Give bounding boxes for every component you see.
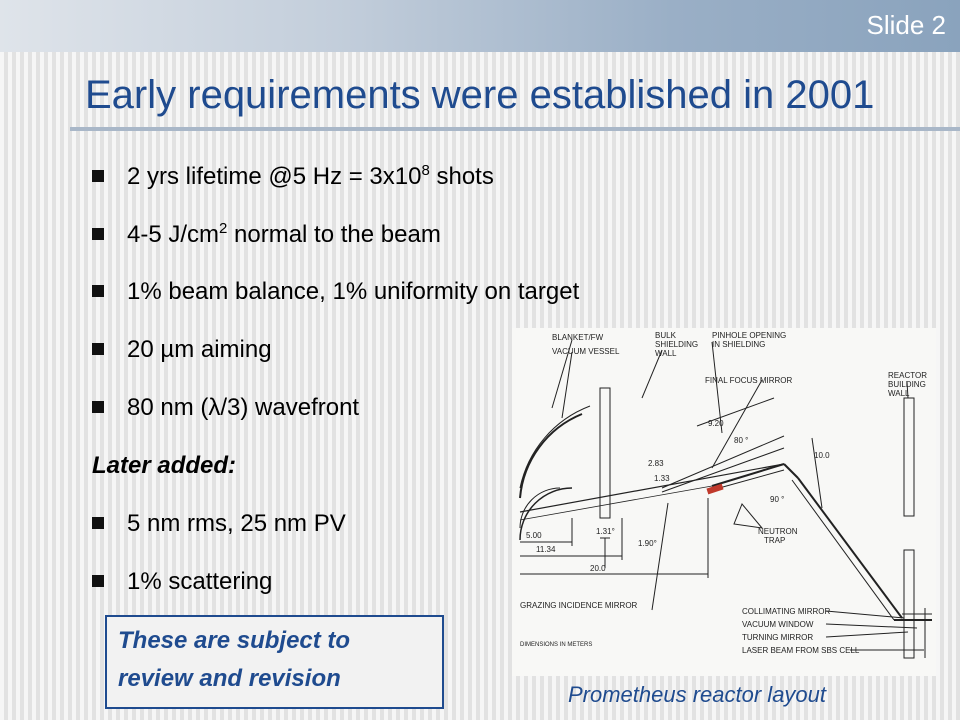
bullet-square-icon bbox=[92, 401, 104, 413]
label-turning-mirror: TURNING MIRROR bbox=[742, 633, 814, 642]
title-divider bbox=[70, 127, 960, 131]
label-in-shielding: IN SHIELDING bbox=[712, 340, 766, 349]
label-reactor-wall: WALL bbox=[888, 389, 910, 398]
label-trap: TRAP bbox=[764, 536, 786, 545]
later-added-heading: Later added: bbox=[92, 452, 237, 479]
label-20-0: 20.0 bbox=[590, 564, 606, 573]
label-blanket: BLANKET/FW bbox=[552, 333, 604, 342]
bullet-square-icon bbox=[92, 170, 104, 182]
label-wall: WALL bbox=[655, 349, 677, 358]
slide-title: Early requirements were established in 2001 bbox=[85, 73, 875, 117]
figure-caption: Prometheus reactor layout bbox=[568, 682, 827, 707]
list-item: 1% scattering bbox=[92, 568, 272, 608]
label-collimating-mirror: COLLIMATING MIRROR bbox=[742, 607, 831, 616]
label-grazing-mirror: GRAZING INCIDENCE MIRROR bbox=[520, 601, 638, 610]
list-item: 20 µm aiming bbox=[92, 336, 272, 376]
bullet-square-icon bbox=[92, 343, 104, 355]
list-item: 2 yrs lifetime @5 $Hz = 3x10^8$ shots bbox=[92, 162, 494, 202]
note-line-1: These are subject to bbox=[118, 627, 351, 654]
label-reactor: REACTOR bbox=[888, 371, 927, 380]
header-bar bbox=[0, 0, 960, 52]
label-5-00: 5.00 bbox=[526, 531, 542, 540]
label-dimensions: DIMENSIONS IN METERS bbox=[520, 642, 593, 648]
bullet-square-icon bbox=[92, 575, 104, 587]
label-final-focus: FINAL FOCUS MIRROR bbox=[705, 376, 793, 385]
reactor-layout-drawing bbox=[512, 328, 936, 676]
bullet-square-icon bbox=[92, 285, 104, 297]
label-1-31: 1.31° bbox=[596, 527, 615, 536]
label-1-33: 1.33 bbox=[654, 474, 670, 483]
label-laser-beam: LASER BEAM FROM SBS CELL bbox=[742, 646, 860, 655]
label-90-deg: 90 ° bbox=[770, 495, 785, 504]
list-item: 1% beam balance, 1% uniformity on target bbox=[92, 278, 579, 318]
list-item: 5 nm rms, 25 nm PV bbox=[92, 510, 346, 550]
label-10-0: 10.0 bbox=[814, 451, 830, 460]
label-11-34: 11.34 bbox=[536, 545, 556, 554]
label-pinhole: PINHOLE OPENING bbox=[712, 331, 787, 340]
label-shielding: SHIELDING bbox=[655, 340, 699, 349]
reactor-layout-diagram bbox=[512, 328, 936, 676]
slide-number: Slide 2 bbox=[866, 10, 946, 40]
list-item: 80 nm (λ/3) wavefront bbox=[92, 394, 359, 434]
bullet-square-icon bbox=[92, 517, 104, 529]
label-building: BUILDING bbox=[888, 380, 926, 389]
label-1-90: 1.90° bbox=[638, 539, 657, 548]
label-vacuum-vessel: VACUUM VESSEL bbox=[552, 347, 620, 356]
note-box bbox=[105, 615, 444, 709]
label-neutron: NEUTRON bbox=[758, 527, 798, 536]
note-line-2: review and revision bbox=[118, 665, 341, 692]
label-bulk: BULK bbox=[655, 331, 676, 340]
label-80-deg: 80 ° bbox=[734, 436, 749, 445]
bullet-square-icon bbox=[92, 228, 104, 240]
label-2-83: 2.83 bbox=[648, 459, 664, 468]
label-vacuum-window: VACUUM WINDOW bbox=[742, 620, 814, 629]
label-9-20: 9.20 bbox=[708, 419, 724, 428]
list-item: 4-5 $J/cm^2$ normal to the beam bbox=[92, 220, 441, 260]
